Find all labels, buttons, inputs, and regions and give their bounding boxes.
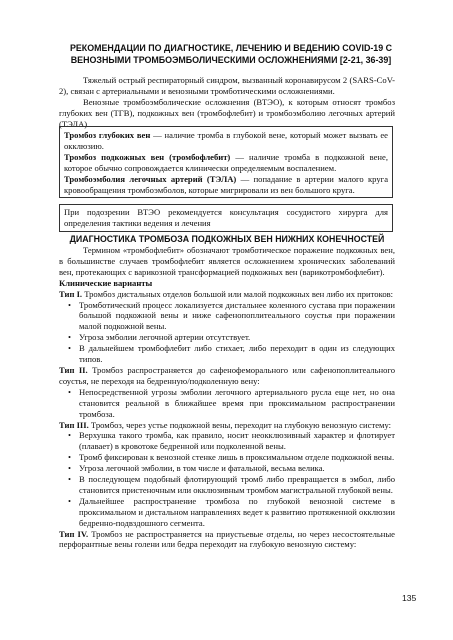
- list-item: • В последующем подобный флотирующий тромб либо превращается в эмбол, либо становится пристеночным или окклюзивным тромбом магистральной глубокой вены.: [59, 474, 395, 496]
- type-text: Тромбоз не распространяется на приустьевые отделы, но через несостоятельные перфорантные вены голени или бедра переходит на глубокую венозную систему:: [59, 528, 395, 550]
- type-text: Тромбоз дистальных отделов большой или малой подкожных вен либо их притоков:: [82, 288, 394, 299]
- type-text: Тромбоз, через устье подкожной вены, переходит на глубокую венозную систему:: [88, 419, 392, 430]
- type-3-paragraph: [59, 420, 395, 431]
- definition-term: Тромбоз глубоких вен: [64, 130, 151, 140]
- type-3-bullets: [59, 430, 395, 528]
- list-item: • В дальнейшем тромбофлебит либо стихает, либо переходит в один из следующих типов.: [59, 343, 395, 365]
- section-intro: Термином «тромбофлебит» обозначают тромботическое поражение подкожных вен, в большинстве случаев тромбофлебит является осложнением хронических заболеваний вен, протекающих с варикозной трансформацией подкожных вен (варикотромбофлебит).: [59, 245, 395, 277]
- intro-paragraph: Тяжелый острый респираторный синдром, вызванный коронавирусом 2 (SARS-CoV-2), связан с артериальными и венозными тромботическими осложнениями.: [59, 75, 395, 96]
- definition-text: — наличие тромба в подкожной вене, которое обычно сопровождается клинически определяемым воспалением.: [64, 151, 388, 173]
- type-2-bullets: [59, 387, 395, 420]
- clinical-variants-heading: Клинические варианты: [59, 277, 153, 288]
- definition-dvt: [64, 130, 388, 152]
- intro-paragraph: Венозные тромбоэмболические осложнения (ВТЭО), к которым относят тромбоз глубоких вен (ТГВ), подкожных вен (тромбофлебит) и тромбоэмболию легочных артерий (ТЭЛА).: [59, 96, 395, 129]
- definition-thrombophlebitis: [64, 152, 388, 174]
- type-text: Тромбоз распространяется до сафенофеморального или сафенопоплитеального соустья, не переходя на бедренную/подколенную вену:: [59, 364, 395, 386]
- list-item: • Угроза эмболии легочной артерии отсутствует.: [59, 332, 395, 343]
- list-item: • Тромб фиксирован к венозной стенке лишь в проксимальном отделе подкожной вены.: [59, 452, 395, 463]
- type-label: Тип IV.: [59, 528, 89, 539]
- intro-section: [59, 75, 395, 130]
- list-item: • Дальнейшее распространение тромбоза по глубокой венозной системе в проксимальном и дистальном направлениях ведет к развитию протяженной окклюзии бедренно-подвздошного сегмента.: [59, 496, 395, 529]
- type-label: Тип II.: [59, 364, 88, 375]
- definition-text: — наличие тромба в глубокой вене, который может вызвать ее окклюзию.: [64, 130, 388, 151]
- section-body: [59, 245, 395, 550]
- list-item: • Угроза легочной эмболии, в том числе и фатальной, весьма велика.: [59, 463, 395, 474]
- definition-term: Тромбоэмболия легочных артерий (ТЭЛА): [64, 173, 237, 184]
- list-item: • Непосредственной угрозы эмболии легочного артериального русла еще нет, но она становится реальной в ближайшее время при проксимальном распространении тромбоза.: [59, 387, 395, 420]
- type-2-paragraph: [59, 365, 395, 387]
- type-4-paragraph: [59, 529, 395, 551]
- page-number: 135: [402, 593, 417, 603]
- definition-pe: [64, 174, 388, 196]
- type-label: Тип I.: [59, 288, 83, 299]
- definitions-box: [59, 126, 393, 198]
- type-1-paragraph: [59, 289, 395, 300]
- section-title: ДИАГНОСТИКА ТРОМБОЗА ПОДКОЖНЫХ ВЕН НИЖНИХ КОНЕЧНОСТЕЙ: [69, 234, 385, 244]
- type-1-bullets: [59, 300, 395, 365]
- type-label: Тип III.: [59, 419, 89, 430]
- definition-text: — попадание в артерии малого круга кровообращения тромбоэмболов, которые мигрировали из вен большого круга.: [64, 173, 389, 195]
- definition-term: Тромбоз подкожных вен (тромбофлебит): [64, 151, 231, 162]
- list-item: • Верхушка такого тромба, как правило, носит неокклюзивный характер и флотирует (плавает) в кровотоке бедренной или подколенной вены.: [59, 430, 395, 452]
- document-title: РЕКОМЕНДАЦИИ ПО ДИАГНОСТИКЕ, ЛЕЧЕНИЮ И ВЕДЕНИЮ COVID-19 С ВЕНОЗНЫМИ ТРОМБОЭМБОЛИЧЕСКИМИ ОСЛОЖНЕНИЯМИ [2-21, 36-39]: [69, 43, 393, 65]
- consultation-note: При подозрении ВТЭО рекомендуется консультация сосудистого хирурга для определения тактики ведения и лечения: [64, 207, 388, 228]
- list-item: • Тромботический процесс локализуется дистальнее коленного сустава при поражении большой подкожной вены и ниже сафенопоплитеального соустья при поражении малой подкожной вены.: [59, 300, 395, 333]
- consultation-note-box: [59, 204, 393, 232]
